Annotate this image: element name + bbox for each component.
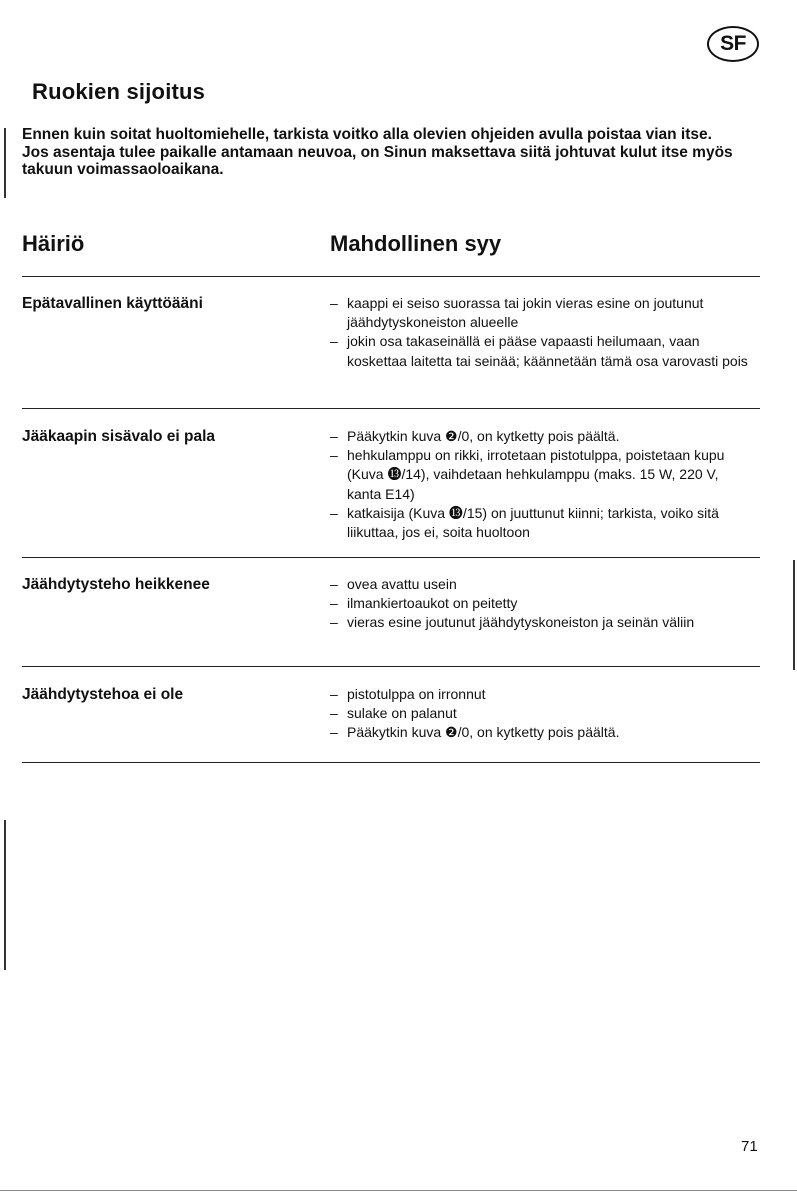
cause-item: – pistotulppa on irronnut	[330, 685, 750, 704]
cause-item: – sulake on palanut	[330, 704, 750, 723]
cause-column-header: Mahdollinen syy	[330, 231, 502, 256]
cause-item: – ovea avattu usein	[330, 575, 750, 594]
scan-edge-mark	[793, 560, 795, 670]
cause-list	[330, 427, 750, 542]
fault-label: Epätavallinen käyttöääni	[22, 295, 203, 312]
intro-paragraph-1: Ennen kuin soitat huoltomiehelle, tarkista voitko alla olevien ohjeiden avulla poistaa vian itse.	[22, 126, 712, 143]
fault-label: Jäähdytysteho heikkenee	[22, 576, 210, 593]
cause-item: – ilmankiertoaukot on peitetty	[330, 594, 750, 613]
table-divider	[22, 408, 760, 409]
table-divider	[22, 557, 760, 558]
cause-item: – vieras esine joutunut jäähdytyskoneiston ja seinän väliin	[330, 613, 750, 632]
fault-column-header: Häiriö	[22, 231, 85, 256]
table-divider	[22, 276, 760, 277]
cause-item: – kaappi ei seiso suorassa tai jokin vieras esine on joutunut jäähdytyskoneiston alueelle	[330, 294, 750, 332]
intro-text	[22, 126, 767, 179]
cause-item: – katkaisija (Kuva ⓭/15) on juuttunut kiinni; tarkista, voiko sitä liikuttaa, jos ei, soita huoltoon	[330, 504, 750, 542]
fault-label: Jääkaapin sisävalo ei pala	[22, 428, 216, 445]
cause-list	[330, 294, 750, 371]
cause-item: – hehkulamppu on rikki, irrotetaan pistotulppa, poistetaan kupu (Kuva ⓭/14), vaihdetaan hehkulamppu (maks. 15 W, 220 V, kanta E14)	[330, 446, 750, 504]
page-title: Ruokien sijoitus	[32, 79, 206, 104]
scan-edge-mark	[0, 1190, 797, 1191]
table-divider	[22, 666, 760, 667]
cause-list	[330, 685, 750, 743]
cause-list	[330, 575, 750, 633]
intro-paragraph-2: Jos asentaja tulee paikalle antamaan neuvoa, on Sinun maksettava siitä johtuvat kulut itse myös takuun voimassaoloaikana.	[22, 143, 733, 178]
cause-item: – jokin osa takaseinällä ei pääse vapaasti heilumaan, vaan koskettaa laitetta tai seinää; käännetään tämä osa varovasti pois	[330, 332, 750, 370]
cause-item: – Pääkytkin kuva ❷/0, on kytketty pois päältä.	[330, 427, 750, 446]
fault-label: Jäähdytystehoa ei ole	[22, 686, 184, 703]
scan-edge-mark	[4, 820, 6, 970]
page-number: 71	[741, 1138, 758, 1155]
language-badge: SF	[707, 26, 759, 62]
cause-item: – Pääkytkin kuva ❷/0, on kytketty pois päältä.	[330, 723, 750, 742]
table-divider	[22, 762, 760, 763]
scan-edge-mark	[4, 128, 6, 198]
